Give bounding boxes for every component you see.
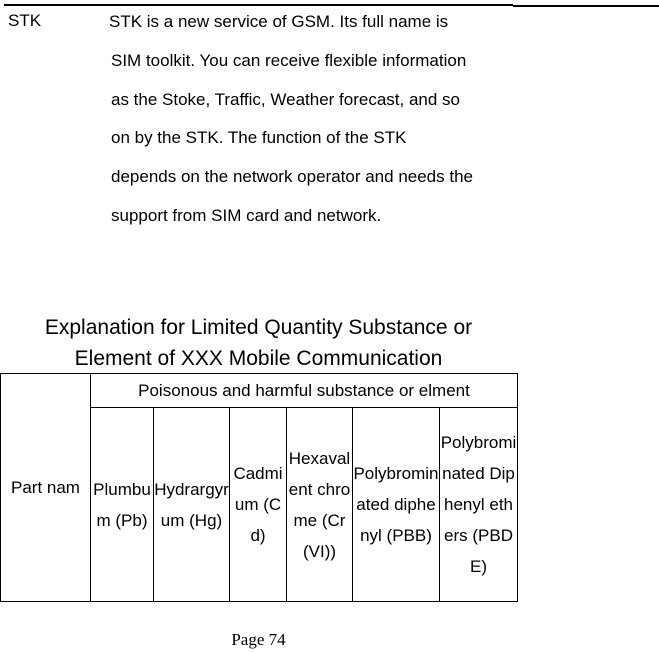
section-title-line-1: Explanation for Limited Quantity Substance or (44, 316, 473, 339)
column-header-cd: Cadmium (Cd) (230, 408, 287, 602)
column-header-hg: Hydrargyrum (Hg) (154, 408, 230, 602)
column-header-pbde: Polybrominated Diphenyl ethers (PBDE) (440, 408, 518, 602)
column-header-pb: Plumbum (Pb) (91, 408, 154, 602)
definition-line: support from SIM card and network. (111, 205, 382, 225)
definition-line: on by the STK. The function of the STK (111, 128, 407, 148)
top-rule (4, 4, 513, 6)
column-header-pbb: Polybrominated diphenyl (PBB) (353, 408, 440, 602)
definition-line: SIM toolkit. You can receive flexible information (111, 50, 467, 70)
column-header-cr6: Hexavalent chrome (Cr(VI)) (287, 408, 353, 602)
part-name-header: Part nam (1, 374, 91, 602)
top-rule-extension (513, 5, 659, 7)
glossary-definition (111, 11, 521, 244)
page-number: Page 74 (231, 630, 286, 649)
definition-line: STK is a new service of GSM. Its full name is (109, 12, 449, 31)
substance-group-header: Poisonous and harmful substance or elment (91, 374, 518, 408)
definition-line: depends on the network operator and needs the (111, 167, 473, 187)
section-title (0, 312, 517, 374)
glossary-term: STK (8, 11, 42, 30)
section-title-line-2: Element of XXX Mobile Communication (74, 347, 443, 370)
definition-line: as the Stoke, Traffic, Weather forecast, and so (111, 89, 460, 109)
substance-table (0, 373, 518, 602)
